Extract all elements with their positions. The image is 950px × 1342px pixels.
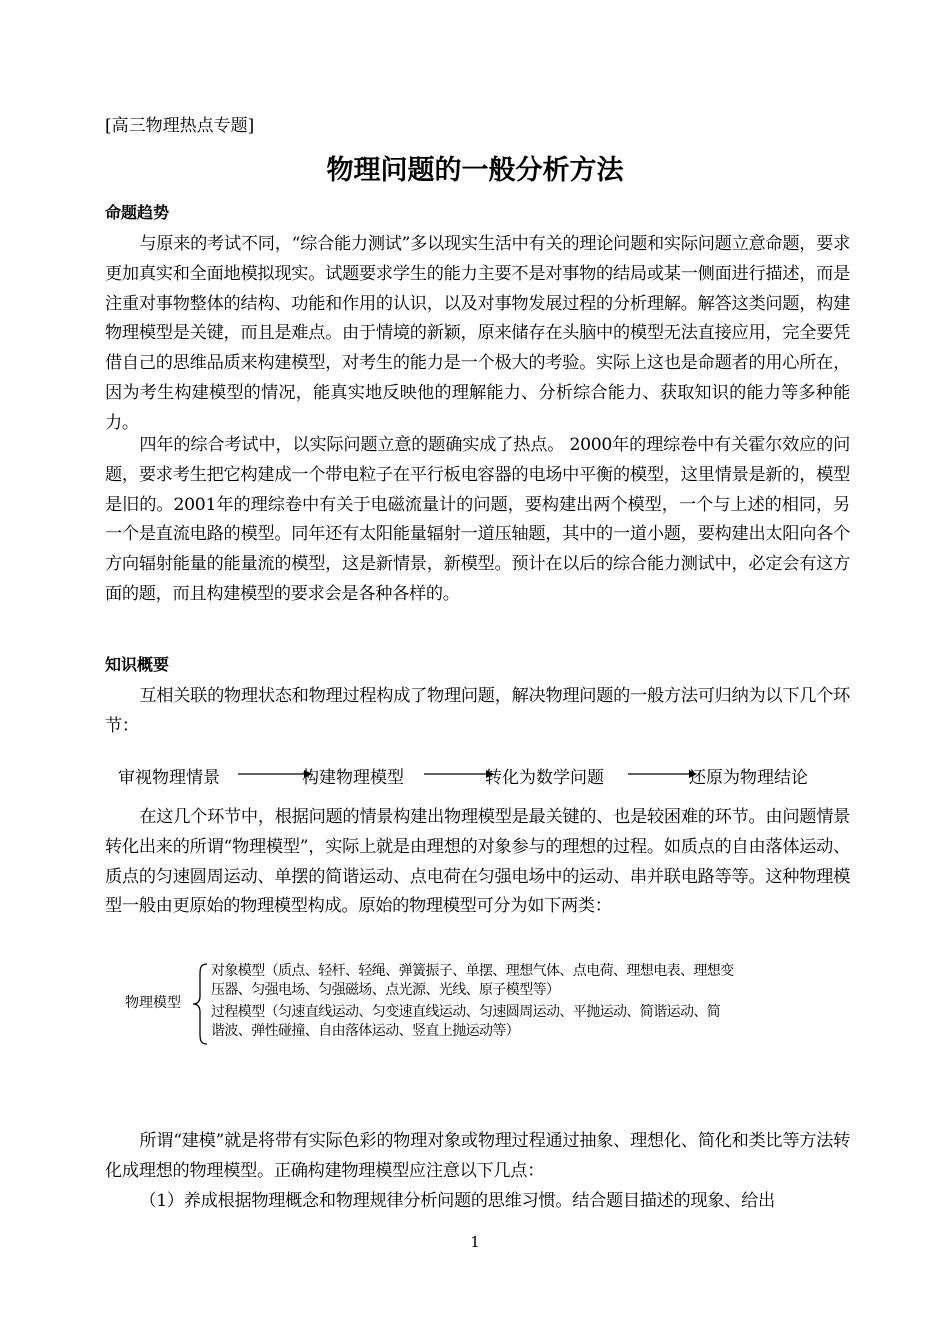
model-root-label: 物理模型 <box>125 995 181 1011</box>
brace-icon <box>191 962 211 1046</box>
paragraph-trend-2: 四年的综合考试中，以实际问题立意的题确实成了热点。 2000年的理综卷中有关霍尔效应的问题，要求考生把它构建成一个带电粒子在平行板电容器的电场中平衡的模型，这里情景是新的，模型是旧的。2001年的理综卷中有关于电磁流量计的问题，要构建出两个模型，一个与上述的相同，另一个是直流电路的模型。同年还有太阳能量辐射一道压轴题，其中的一道小题，要构建出太阳向各个方向辐射能量的能量流的模型，这是新情景，新模型。预计在以后的综合能力测试中，必定会有这方面的题，而且构建模型的要求会是各种各样的。 <box>105 435 850 604</box>
process-model-line-2: 谐波、弹性碰撞、自由落体运动、竖直上抛运动等） <box>211 1023 520 1039</box>
object-model-line-1: 对象模型（质点、轻杆、轻绳、弹簧振子、单摆、理想气体、点电荷、理想电表、理想变 <box>211 963 734 979</box>
section-heading-knowledge: 知识概要 <box>105 655 170 674</box>
section-heading-trend: 命题趋势 <box>105 203 170 222</box>
page-title: 物理问题的一般分析方法 <box>326 155 624 186</box>
paragraph-knowledge-1: 互相关联的物理状态和物理过程构成了物理问题，解决物理问题的一般方法可归纳为以下几个环节： <box>105 686 850 736</box>
flow-step-2: 构建物理模型 <box>302 768 404 788</box>
process-model-line-1: 过程模型（匀速直线运动、匀变速直线运动、匀速圆周运动、平抛运动、简谐运动、简 <box>211 1004 721 1020</box>
header-tag: [高三物理热点专题] <box>105 116 255 136</box>
paragraph-modeling-1: 所谓“建模”就是将带有实际色彩的物理对象或物理过程通过抽象、理想化、简化和类比等方法转化成理想的物理模型。正确构建物理模型应注意以下几点： <box>105 1131 850 1181</box>
paragraph-knowledge-2: 在这几个环节中，根据问题的情景构建出物理模型是最关键的、也是较困难的环节。由问题情景转化出来的所谓“物理模型”，实际上就是由理想的对象参与的理想的过程。如质点的自由落体运动、质点的匀速圆周运动、单摆的简谐运动、点电荷在匀强电场中的运动、串并联电路等等。这种物理模型一般由更原始的物理模型构成。原始的物理模型可分为如下两类： <box>105 807 850 917</box>
method-flow-diagram <box>118 760 848 790</box>
paragraph-modeling-2: （1）养成根据物理概念和物理规律分析问题的思维习惯。结合题目描述的现象、给出 <box>139 1191 775 1211</box>
page-number: 1 <box>470 1233 480 1251</box>
flow-step-4: 还原为物理结论 <box>689 768 808 788</box>
object-model-line-2: 压器、匀强电场、匀强磁场、点光源、光线、原子模型等） <box>211 982 560 998</box>
flow-step-1: 审视物理情景 <box>118 768 220 788</box>
model-classification-diagram <box>125 962 815 1052</box>
paragraph-trend-1: 与原来的考试不同，“综合能力测试”多以现实生活中有关的理论问题和实际问题立意命题，要求更加真实和全面地模拟现实。试题要求学生的能力主要不是对事物的结局或某一侧面进行描述，而是注重对事物整体的结构、功能和作用的认识，以及对事物发展过程的分析理解。解答这类问题，构建物理模型是关键，而且是难点。由于情境的新颖，原来储存在头脑中的模型无法直接应用，完全要凭借自己的思维品质来构建模型，对考生的能力是一个极大的考验。实际上这也是命题者的用心所在，因为考生构建模型的情况，能真实地反映他的理解能力、分析综合能力、获取知识的能力等多种能力。 <box>105 234 850 433</box>
flow-step-3: 转化为数学问题 <box>485 768 604 788</box>
